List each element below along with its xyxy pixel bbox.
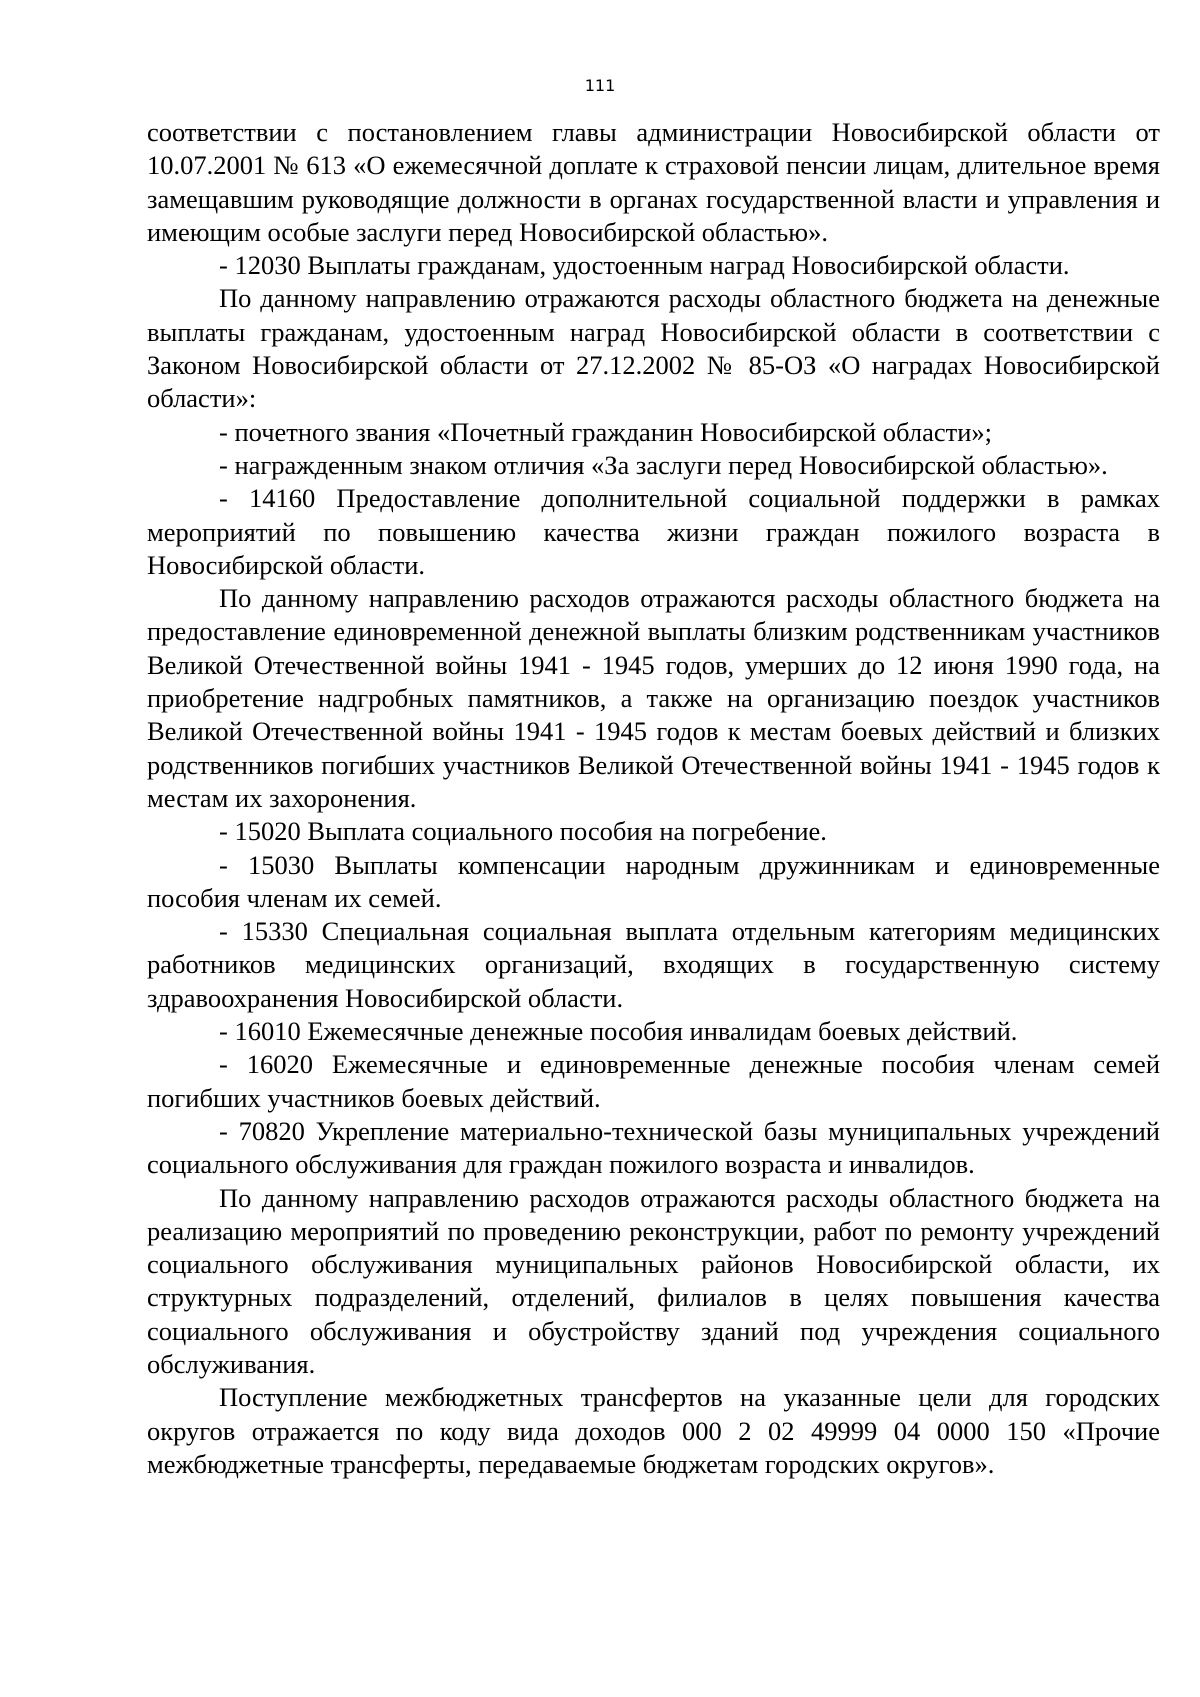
paragraph: По данному направлению расходов отражаются расходы областного бюджета на реализацию мероприятий по проведению реконструкции, работ по ремонту учреждений социального обслуживания муниципальных районов Новосибирской области, их структурных подразделений, отделений, филиалов в целях повышения качества социального обслуживания и обустройству зданий под учреждения социального обслуживания. <box>147 1182 1160 1379</box>
paragraph: Поступление межбюджетных трансфертов на указанные цели для городских округов отражается по коду вида доходов 000 2 02 49999 04 0000 150 «Прочие межбюджетные трансферты, передаваемые бюджетам городских округов». <box>147 1382 1160 1479</box>
page-number: 111 <box>584 76 616 95</box>
paragraph-code-14160: - 14160 Предоставление дополнительной социальной поддержки в рамках мероприятий по повышению качества жизни граждан пожилого возраста в Новосибирской области. <box>147 483 1160 580</box>
paragraph-code-15020: - 15020 Выплата социального пособия на погребение. <box>219 816 827 847</box>
list-item: - награжденным знаком отличия «За заслуги перед Новосибирской областью». <box>219 449 1108 480</box>
paragraph-continuation: соответствии с постановлением главы администрации Новосибирской области от 10.07.2001 № 613 «О ежемесячной доплате к страховой пенсии лицам, длительное время замещавшим руководящие должности в органах государственной власти и управления и имеющим особые заслуги перед Новосибирской областью». <box>147 117 1160 247</box>
paragraph-code-16020: - 16020 Ежемесячные и единовременные денежные пособия членам семей погибших участников боевых действий. <box>147 1049 1160 1113</box>
list-item: - почетного звания «Почетный гражданин Новосибирской области»; <box>219 416 993 447</box>
document-body <box>147 116 1160 1481</box>
paragraph-code-70820: - 70820 Укрепление материально-технической базы муниципальных учреждений социального обслуживания для граждан пожилого возраста и инвалидов. <box>147 1115 1160 1180</box>
paragraph-code-16010: - 16010 Ежемесячные денежные пособия инвалидам боевых действий. <box>219 1016 1018 1047</box>
paragraph: По данному направлению расходов отражаются расходы областного бюджета на предоставление единовременной денежной выплаты близким родственникам участников Великой Отечественной войны 1941 - 1945 годов, умерших до 12 июня 1990 года, на приобретение надгробных памятников, а также на организацию поездок участников Великой Отечественной войны 1941 - 1945 годов к местам боевых действий и близких родственников погибших участников Великой Отечественной войны 1941 - 1945 годов к местам их захоронения. <box>147 583 1160 813</box>
paragraph-code-15330: - 15330 Специальная социальная выплата отдельным категориям медицинских работников медицинских организаций, входящих в государственную систему здравоохранения Новосибирской области. <box>147 916 1160 1013</box>
paragraph: По данному направлению отражаются расходы областного бюджета на денежные выплаты гражданам, удостоенным наград Новосибирской области в соответствии с Законом Новосибирской области от 27.12.2002 № 85-ОЗ «О наградах Новосибирской области»: <box>147 283 1160 414</box>
paragraph-code-12030: - 12030 Выплаты гражданам, удостоенным наград Новосибирской области. <box>219 250 1070 281</box>
paragraph-code-15030: - 15030 Выплаты компенсации народным дружинникам и единовременные пособия членам их семей. <box>147 849 1160 913</box>
